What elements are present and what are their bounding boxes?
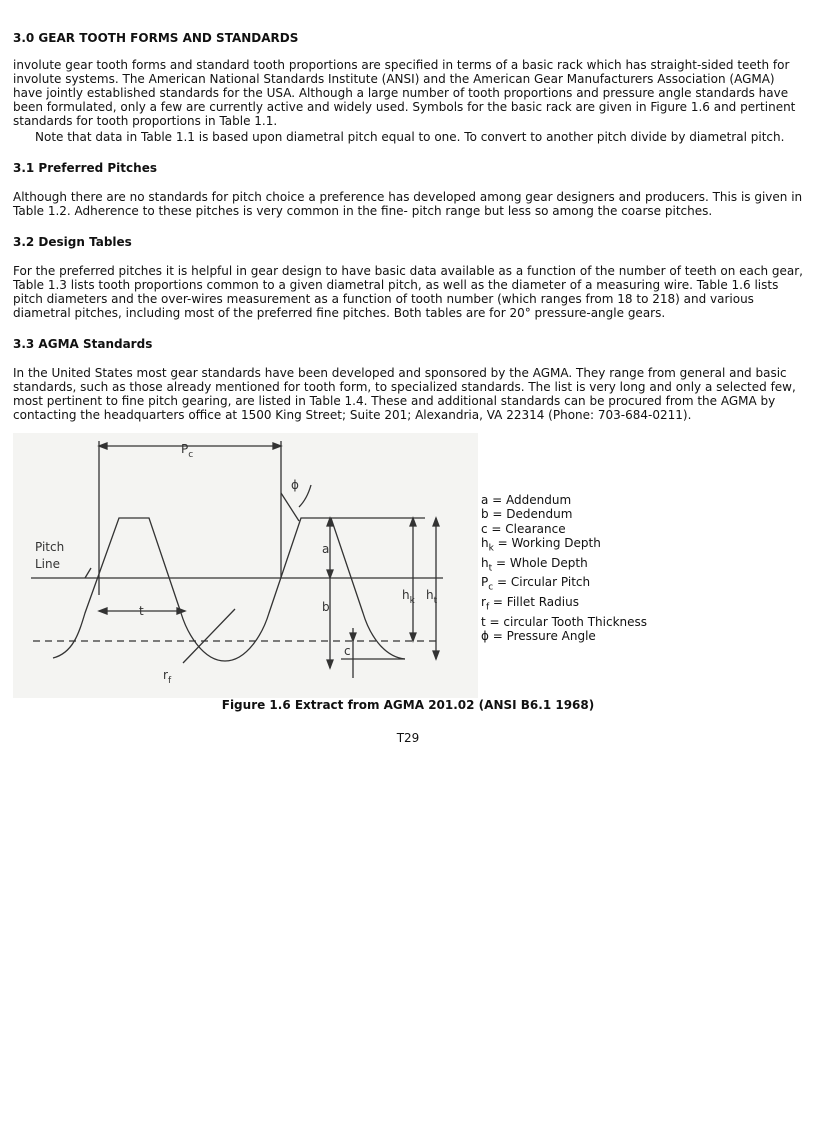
intro-paragraph: involute gear tooth forms and standard tooth proportions are specified in terms of a basic rack which has straight-sided teeth for involute systems. The American National Standards Institute (ANSI) and the American Gear Manufacturers Association (AGMA) have jointly established standards for the USA. Although a large number of tooth proportions and pressure angle standards have been formulated, only a few are currently active and widely used. Symbols for the basic rack are given in Figure 1.6 and pertinent standards for tooth proportions in Table 1.1. (13, 58, 796, 128)
pc-label: $P_c$ (181, 442, 194, 460)
a-label: a (322, 542, 330, 556)
legend-clearance: c = Clearance (481, 521, 566, 536)
page-number: T29 (396, 731, 420, 745)
legend-dedendum: b = Dedendum (481, 507, 573, 522)
note-paragraph: Note that data in Table 1.1 is based upon diametral pitch equal to one. To convert to another pitch divide by diametral pitch. (35, 130, 785, 144)
t-label: t (139, 604, 144, 618)
hk-label: $h_k$ (402, 588, 415, 606)
rack-tooth-diagram (13, 433, 478, 698)
legend-working-depth: $h_k$ = Working Depth (481, 535, 601, 554)
ht-label: $h_t$ (426, 588, 438, 606)
phi-label: ϕ (291, 478, 299, 492)
pitch-label: Pitch (35, 540, 65, 554)
legend-fillet-radius: $r_f$ = Fillet Radius (481, 594, 579, 613)
legend-pressure-angle: ϕ = Pressure Angle (481, 628, 596, 643)
legend-whole-depth: $h_t$ = Whole Depth (481, 555, 588, 573)
legend-tooth-thickness: t = circular Tooth Thickness (481, 614, 648, 629)
section-heading-3-2: 3.2 Design Tables (13, 235, 132, 249)
section-heading-3-0: 3.0 GEAR TOOTH FORMS AND STANDARDS (13, 31, 299, 45)
figure-legend (481, 493, 647, 643)
line-label: Line (35, 557, 61, 571)
rf-label: $r_f$ (163, 668, 172, 686)
legend-addendum: a = Addendum (481, 493, 572, 507)
design-tables-paragraph: For the preferred pitches it is helpful in gear design to have basic data available as a function of the number of teeth on each gear, Table 1.3 lists tooth proportions common to a given diametral pitch, as well as the diameter of a measuring wire. Table 1.6 lists pitch diameters and the over-wires measurement as a function of tooth number (which ranges from 18 to 218) and various diametral pitches, including most of the preferred fine pitches. Both tables are for 20° pressure-angle gears. (13, 264, 803, 320)
preferred-pitches-paragraph: Although there are no standards for pitch choice a preference has developed among gear designers and producers. This is given in Table 1.2. Adherence to these pitches is very common in the fine- pitch range but less so among the coarse pitches. (13, 190, 803, 218)
c-label: c (344, 644, 351, 658)
legend-circular-pitch: $P_c$ = Circular Pitch (481, 575, 591, 593)
agma-standards-paragraph: In the United States most gear standards have been developed and sponsored by the AGMA. They range from general and basic standards, such as those already mentioned for tooth form, to specialized standards. The list is very long and only a selected few, most pertinent to fine pitch gearing, are listed in Table 1.4. These and additional standards can be procured from the AGMA by contacting the headquarters office at 1500 King Street; Suite 201; Alexandria, VA 22314 (Phone: 703-684-0211). (13, 366, 796, 422)
figure-caption: Figure 1.6 Extract from AGMA 201.02 (ANSI B6.1 1968) (221, 698, 595, 712)
section-heading-3-1: 3.1 Preferred Pitches (13, 161, 157, 175)
section-heading-3-3: 3.3 AGMA Standards (13, 337, 153, 351)
b-label: b (322, 600, 330, 614)
